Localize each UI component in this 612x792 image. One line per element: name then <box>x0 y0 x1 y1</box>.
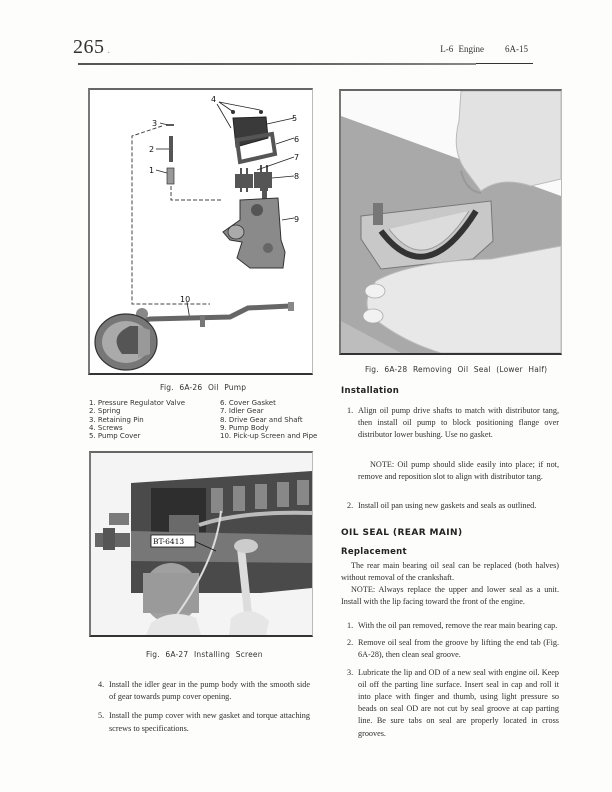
step-text: With the oil pan removed, remove the rear main bearing cap. <box>358 621 558 630</box>
callout-9: 9 <box>294 215 300 224</box>
running-header <box>440 44 528 54</box>
figure-removing-oil-seal-photo <box>339 89 562 355</box>
figure-oil-pump-exploded <box>88 88 313 375</box>
callout-10: 10 <box>180 295 191 304</box>
callout-7: 7 <box>294 153 300 162</box>
figure-legend-right <box>220 399 317 440</box>
oil-seal-photo <box>341 91 561 353</box>
callout-1: 1 <box>149 166 155 175</box>
replacement-intro: The rear main bearing oil seal can be replaced (both halves) without removal of the crankshaft. <box>341 561 559 583</box>
legend-item: 3. Retaining Pin <box>89 415 144 424</box>
legend-item: 2. Spring <box>89 407 121 416</box>
callout-5: 5 <box>292 114 298 123</box>
engine-block-photo <box>91 453 312 635</box>
step-text: Install the idler gear in the pump body with the smooth side of gear towards pump cover opening. <box>109 680 310 702</box>
figure-legend-left <box>89 399 185 440</box>
figure-caption-6a-28: Fig. 6A-28 Removing Oil Seal (Lower Half) <box>365 365 548 374</box>
replacement-note: NOTE: Always replace the upper and lower seal as a unit. Install with the lip facing toward the front of the engine. <box>341 585 559 607</box>
step-number: 1. <box>347 406 354 415</box>
step-item <box>347 405 559 442</box>
figure-caption-6a-26: Fig. 6A-26 Oil Pump <box>160 383 247 392</box>
section-title: L-6 Engine <box>440 44 484 54</box>
replacement-heading: Replacement <box>341 547 407 557</box>
callout-6: 6 <box>294 135 300 144</box>
step-item <box>98 710 310 734</box>
step-number: 2. <box>347 638 354 648</box>
tool-label: BT-6413 <box>153 537 185 546</box>
legend-item: 9. Pump Body <box>220 423 269 432</box>
step-item <box>347 667 559 740</box>
legend-item: 5. Pump Cover <box>89 432 141 441</box>
header-rule <box>78 63 476 65</box>
callout-3: 3 <box>152 119 158 128</box>
step-item <box>347 500 559 512</box>
legend-item: 1. Pressure Regulator Valve <box>89 399 186 407</box>
step-number: 5. <box>98 711 105 721</box>
header-rule <box>476 63 533 64</box>
legend-item: 8. Drive Gear and Shaft <box>220 415 303 424</box>
step-number: 4. <box>98 680 105 689</box>
installation-steps <box>347 405 559 442</box>
callout-2: 2 <box>149 145 155 154</box>
page-number: 265 . <box>73 36 111 58</box>
step-text: Install oil pan using new gaskets and seals as outlined. <box>358 501 537 510</box>
step-text: Lubricate the lip and OD of a new seal with engine oil. Keep oil off the parting line surface. Insert seal in cap and roll it into place with finger and thumb, using light pressure so beads on seal OD are not cut by seal groove at cap parting line. Be sure tabs on seal are properly located in cross grooves. <box>358 667 559 738</box>
step-text: Remove oil seal from the groove by lifting the end tab (Fig. 6A-28), then clean seal groove. <box>358 638 559 660</box>
step-item <box>347 637 559 661</box>
callout-8: 8 <box>294 172 300 181</box>
step-item <box>98 679 310 703</box>
step-text: Align oil pump drive shafts to match with distributor tang, then install oil pump to block positioning flange over distributor lower bushing. Use no gasket. <box>358 406 559 440</box>
installation-note: NOTE: Oil pump should slide easily into place; if not, remove and reposition slot to align with distributor tang. <box>358 460 559 482</box>
installation-steps-continued <box>347 500 559 512</box>
callout-4: 4 <box>211 95 217 104</box>
legend-item: 10. Pick-up Screen and Pipe <box>220 432 318 441</box>
page-reference: 6A-15 <box>505 44 528 54</box>
legend-item: 7. Idler Gear <box>220 407 264 416</box>
legend-item: 4. Screws <box>89 423 123 432</box>
section-heading-oil-seal: OIL SEAL (REAR MAIN) <box>341 528 463 538</box>
replacement-steps <box>347 620 559 740</box>
installation-heading: Installation <box>341 386 400 396</box>
figure-caption-6a-27: Fig. 6A-27 Installing Screen <box>146 650 263 659</box>
figure-installing-screen-photo <box>89 451 313 637</box>
legend-item: 6. Cover Gasket <box>220 399 276 407</box>
step-number: 3. <box>347 667 354 677</box>
left-column-steps <box>98 679 310 735</box>
step-item <box>347 620 559 632</box>
oil-pump-illustration <box>90 90 312 373</box>
step-text: Install the pump cover with new gasket and torque attaching screws to specifications. <box>109 711 310 733</box>
step-number: 1. <box>347 621 354 630</box>
step-number: 2. <box>347 501 354 510</box>
